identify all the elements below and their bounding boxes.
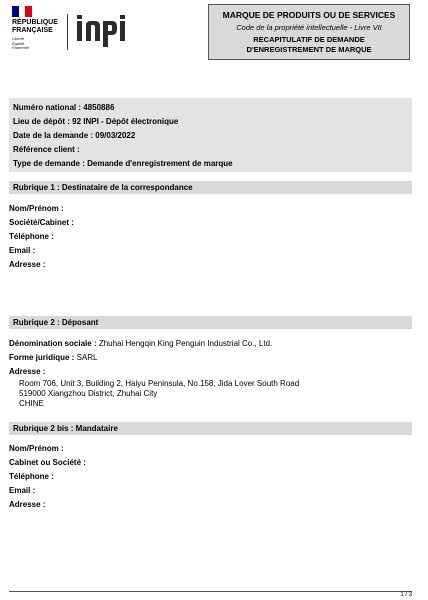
- denomination-value: Zhuhai Hengqin King Penguin Industrial Co., Ltd.: [98, 339, 273, 348]
- telephone-label: Téléphone :: [9, 232, 54, 241]
- adresse-label: Adresse :: [9, 367, 46, 376]
- republic-motto: Liberté Égalité Fraternité: [12, 36, 30, 50]
- rubrique-2-header: Rubrique 2 : Déposant: [9, 316, 412, 329]
- rubrique-2bis-header: Rubrique 2 bis : Mandataire: [9, 422, 412, 435]
- cabinet-label: Cabinet ou Société :: [9, 458, 86, 467]
- nom-label: Nom/Prénom :: [9, 444, 64, 453]
- page-number: 1 / 3: [400, 592, 412, 598]
- rubrique-1-header: Rubrique 1 : Destinataire de la correspondance: [9, 181, 412, 194]
- footer-rule: [9, 591, 412, 592]
- rubrique-1-fields: [9, 202, 74, 272]
- republique-francaise-logo: RÉPUBLIQUE FRANÇAISE: [12, 19, 58, 34]
- document-title: MARQUE DE PRODUITS OU DE SERVICES: [222, 10, 396, 20]
- inpi-logo: [76, 14, 128, 48]
- logo-divider: [67, 14, 68, 50]
- adresse-label: Adresse :: [9, 500, 46, 509]
- deposant-address: Room 706, Unit 3, Building 2, Haiyu Peninsula, No.158, Jida Lover South Road 519000 Xiangzhou District, Zhuhai City CHINE: [19, 379, 300, 408]
- rubrique-2-fields: [9, 337, 299, 409]
- email-label: Email :: [9, 486, 36, 495]
- lieu-depot-row: Lieu de dépôt : 92 INPI - Dépôt électronique: [13, 117, 179, 126]
- denomination-label: Dénomination sociale :: [9, 339, 97, 348]
- rubrique-2bis-fields: [9, 442, 86, 512]
- reference-client-row: Référence client :: [13, 145, 80, 154]
- document-subtitle: Code de la propriété intellectuelle - Livre VII: [236, 23, 382, 32]
- email-label: Email :: [9, 246, 36, 255]
- numero-national-row: Numéro national : 4850886: [13, 103, 115, 112]
- adresse-label: Adresse :: [9, 260, 46, 269]
- forme-juridique-label: Forme juridique :: [9, 353, 75, 362]
- document-header-box: [208, 4, 410, 60]
- type-demande-row: Type de demande : Demande d'enregistrement de marque: [13, 159, 233, 168]
- societe-label: Société/Cabinet :: [9, 218, 74, 227]
- nom-label: Nom/Prénom :: [9, 204, 64, 213]
- recap-title: RECAPITULATIF DE DEMANDE D'ENREGISTREMENT DE MARQUE: [246, 35, 372, 54]
- summary-box: [9, 98, 412, 172]
- french-flag-icon: [12, 6, 32, 17]
- telephone-label: Téléphone :: [9, 472, 54, 481]
- date-demande-row: Date de la demande : 09/03/2022: [13, 131, 136, 140]
- forme-juridique-value: SARL: [76, 353, 98, 362]
